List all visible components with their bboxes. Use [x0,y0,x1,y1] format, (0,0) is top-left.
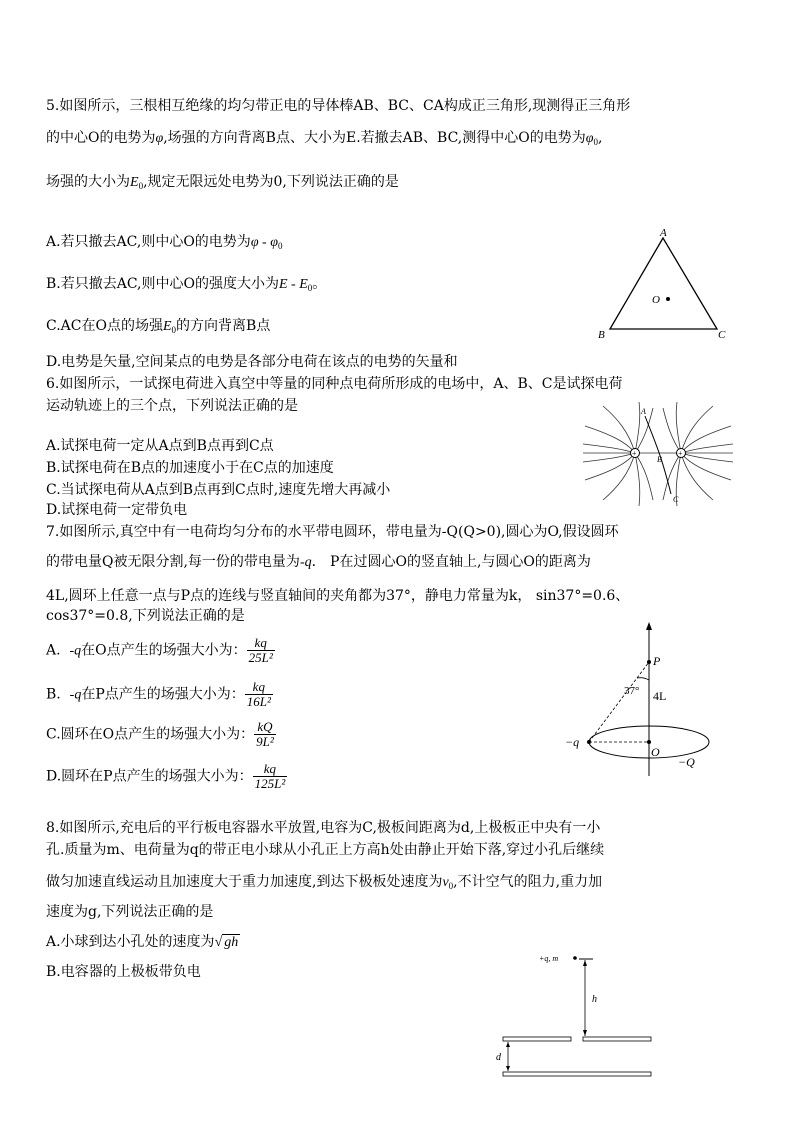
q7-option-a: A. -q在O点产生的场强大小为： $\frac{kq}{\text{25L²}}$ [46,635,273,665]
fraction-b: $\frac{kq}{\text{16L²}}$ [246,679,271,709]
label-c: C [718,329,726,341]
q7-ring-figure [560,622,720,778]
q5-stem-line3: 场强的大小为$E_0$,规定无限远处电势为0,下列说法正确的是 [46,174,399,191]
label-minus-q: −q [565,735,580,749]
fraction-d: $\frac{kq}{\text{125L²}}$ [254,761,286,791]
q5-option-a: A.若只撤去AC,则中心O的电势为φ - $\varphi_0$ [46,234,283,251]
q6-stem-line1: 6.如图所示，一试探电荷进入真空中等量的同种点电荷所形成的电场中，A、B、C是试探电荷 [46,376,623,392]
q6-field-lines-figure [583,402,733,506]
label-o: O [652,294,660,306]
label-b: B [657,455,662,464]
q7-stem-line3: 4L,圆环上任意一点与P点的连线与竖直轴间的夹角都为37°，静电力常量为k， sin37°=0.6、 [46,588,630,604]
label-qm: +q, m [539,954,559,963]
label-a: A [660,227,667,239]
q5-triangle-figure [590,226,740,346]
fraction-a: $\frac{kq}{\text{25L²}}$ [248,635,273,665]
q7-option-b: B. -q在P点产生的场强大小为： $\frac{kq}{\text{16L²}}$ [46,679,271,709]
label-b: B [598,329,605,341]
label-angle: 37° [624,685,640,697]
q5-stem-line1: 5.如图所示，三根相互绝缘的均匀带正电的导体棒AB、BC、CA构成正三角形,现测得正三角形 [46,98,631,114]
q8-option-b: B.电容器的上极板带负电 [46,964,201,980]
label-h: h [592,994,597,1005]
upper-plate-left [503,1037,571,1041]
ball [573,956,577,960]
q8-stem-line4: 速度为g,下列说法正确的是 [46,904,214,920]
q8-stem-line2: 孔.质量为m、电荷量为q的带正电小球从小孔正上方高h处由静止开始下落,穿过小孔后继续 [46,842,605,858]
field-lines [583,402,733,506]
q7-stem-line1: 7.如图所示,真空中有一电荷均匀分布的水平带电圆环，带电量为-Q(Q>0),圆心为O,假设圆环 [46,524,619,540]
q5-stem-line2: 的中心O的电势为φ,场强的方向背离B点、大小为E.若撤去AB、BC,测得中心O的电势为$\varphi_0$, [46,130,603,147]
label-o: O [651,745,660,759]
center-o-dot [666,297,670,301]
sqrt-expression: √ gh [214,935,239,950]
q5-option-c: C.AC在O点的场强$E_0$的方向背离B点 [46,318,271,335]
q6-option-a: A.试探电荷一定从A点到B点再到C点 [46,438,274,454]
triangle-abc [610,238,717,329]
q8-stem-line1: 8.如图所示,充电后的平行板电容器水平放置,电容为C,极板间距离为d,上极板正中央有一小 [46,820,601,836]
label-c: C [673,495,679,504]
label-4l: 4L [653,689,667,703]
label-a: A [641,407,646,416]
q7-option-d: D.圆环在P点产生的场强大小为： $\frac{kq}{\text{125L²}}$ [46,761,286,791]
svg-text:+: + [678,449,683,458]
q7-option-c: C.圆环在O点产生的场强大小为： $\frac{kQ}{\text{9L²}}$ [46,719,274,749]
q7-stem-line2: 的带电量Q被无限分割,每一份的带电量为-q． P在过圆心O的竖直轴上,与圆心O的距离为 [46,554,591,570]
q8-stem-line3: 做匀加速直线运动且加速度大于重力加速度,到达下极板处速度为$v_0$,不计空气的阻力,重力加 [46,874,603,891]
q8-option-a: A.小球到达小孔处的速度为√ gh [46,934,239,950]
label-p: P [653,654,661,668]
q5-option-d: D.电势是矢量,空间某点的电势是各部分电荷在该点的电势的矢量和 [46,354,458,370]
q7-stem-line4: cos37°=0.8,下列说法正确的是 [46,608,245,624]
label-minus-big-q: −Q [678,755,695,769]
q5-option-b: B.若只撤去AC,则中心O的强度大小为E - $E_0$。 [46,276,327,293]
q8-capacitor-figure [495,950,655,1080]
q6-stem-line2: 运动轨迹上的三个点，下列说法正确的是 [46,398,298,414]
svg-text:+: + [632,449,637,458]
lower-plate [503,1072,651,1076]
q6-option-d: D.试探电荷一定带负电 [46,502,188,518]
q6-option-c: C.当试探电荷从A点到B点再到C点时,速度先增大再减小 [46,482,391,498]
q6-option-b: B.试探电荷在B点的加速度小于在C点的加速度 [46,460,334,476]
upper-plate-right [583,1037,651,1041]
label-d: d [496,1052,501,1063]
fraction-c: $\frac{kQ}{\text{9L²}}$ [256,719,274,749]
